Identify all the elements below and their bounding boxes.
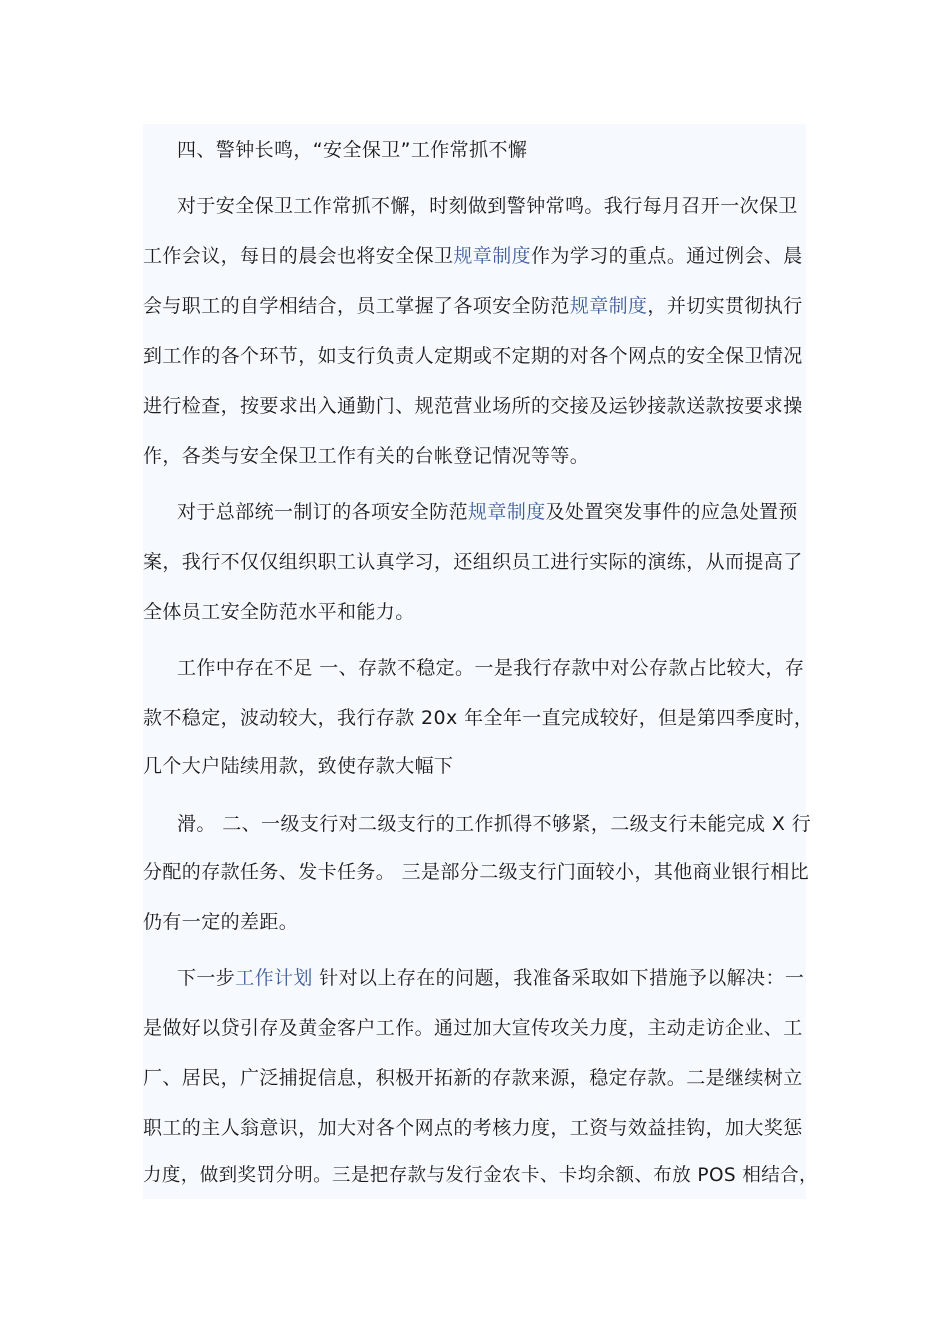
paragraph-line: 对于总部统一制订的各项安全防范规章制度及处置突发事件的应急处置预 — [177, 501, 798, 523]
paragraph-line: 厂、居民，广泛捕捉信息，积极开拓新的存款来源，稳定存款。二是继续树立 — [143, 1067, 803, 1089]
paragraph-line: 到工作的各个环节，如支行负责人定期或不定期的对各个网点的安全保卫情况 — [143, 345, 803, 367]
paragraph-line: 全体员工安全防范水平和能力。 — [143, 601, 415, 623]
paragraph-line: 进行检查，按要求出入通勤门、规范营业场所的交接及运钞接款送款按要求操 — [143, 395, 803, 417]
paragraph-line: 工作会议，每日的晨会也将安全保卫规章制度作为学习的重点。通过例会、晨 — [143, 245, 803, 267]
paragraph-line: 是做好以贷引存及黄金客户工作。通过加大宣传攻关力度，主动走访企业、工 — [143, 1017, 803, 1039]
rules-link[interactable]: 规章制度 — [468, 501, 546, 523]
paragraph-line: 对于安全保卫工作常抓不懈，时刻做到警钟常鸣。我行每月召开一次保卫 — [177, 195, 798, 217]
paragraph-line: 工作中存在不足 一、存款不稳定。一是我行存款中对公存款占比较大，存 — [177, 657, 805, 679]
rules-link[interactable]: 规章制度 — [569, 295, 648, 317]
section-heading: 四、警钟长鸣，“安全保卫”工作常抓不懈 — [177, 139, 528, 161]
work-plan-link[interactable]: 工作计划 — [235, 967, 313, 989]
paragraph-line: 下一步工作计划 针对以上存在的问题，我准备采取如下措施予以解决：一 — [177, 967, 805, 989]
paragraph-line: 作，各类与安全保卫工作有关的台帐登记情况等等。 — [143, 445, 590, 467]
paragraph-line: 力度，做到奖罚分明。三是把存款与发行金农卡、卡均余额、布放 POS 相结合， — [143, 1165, 818, 1186]
rules-link[interactable]: 规章制度 — [453, 245, 532, 267]
paragraph-line: 款不稳定，波动较大，我行存款 20x 年全年一直完成较好，但是第四季度时， — [143, 707, 814, 729]
document-body — [143, 124, 818, 1199]
paragraph-line: 会与职工的自学相结合，员工掌握了各项安全防范规章制度，并切实贯彻执行 — [143, 295, 803, 317]
paragraph-line: 几个大户陆续用款，致使存款大幅下 — [143, 755, 454, 777]
paragraph-line: 职工的主人翁意识，加大对各个网点的考核力度，工资与效益挂钩，加大奖惩 — [143, 1117, 803, 1139]
paragraph-line: 滑。 二、一级支行对二级支行的工作抓得不够紧，二级支行未能完成 X 行 — [177, 813, 812, 835]
paragraph-line: 分配的存款任务、发卡任务。 三是部分二级支行门面较小，其他商业银行相比 — [143, 861, 810, 883]
paragraph-line: 仍有一定的差距。 — [143, 911, 299, 933]
paragraph-line: 案，我行不仅仅组织职工认真学习，还组织员工进行实际的演练，从而提高了 — [143, 551, 803, 573]
